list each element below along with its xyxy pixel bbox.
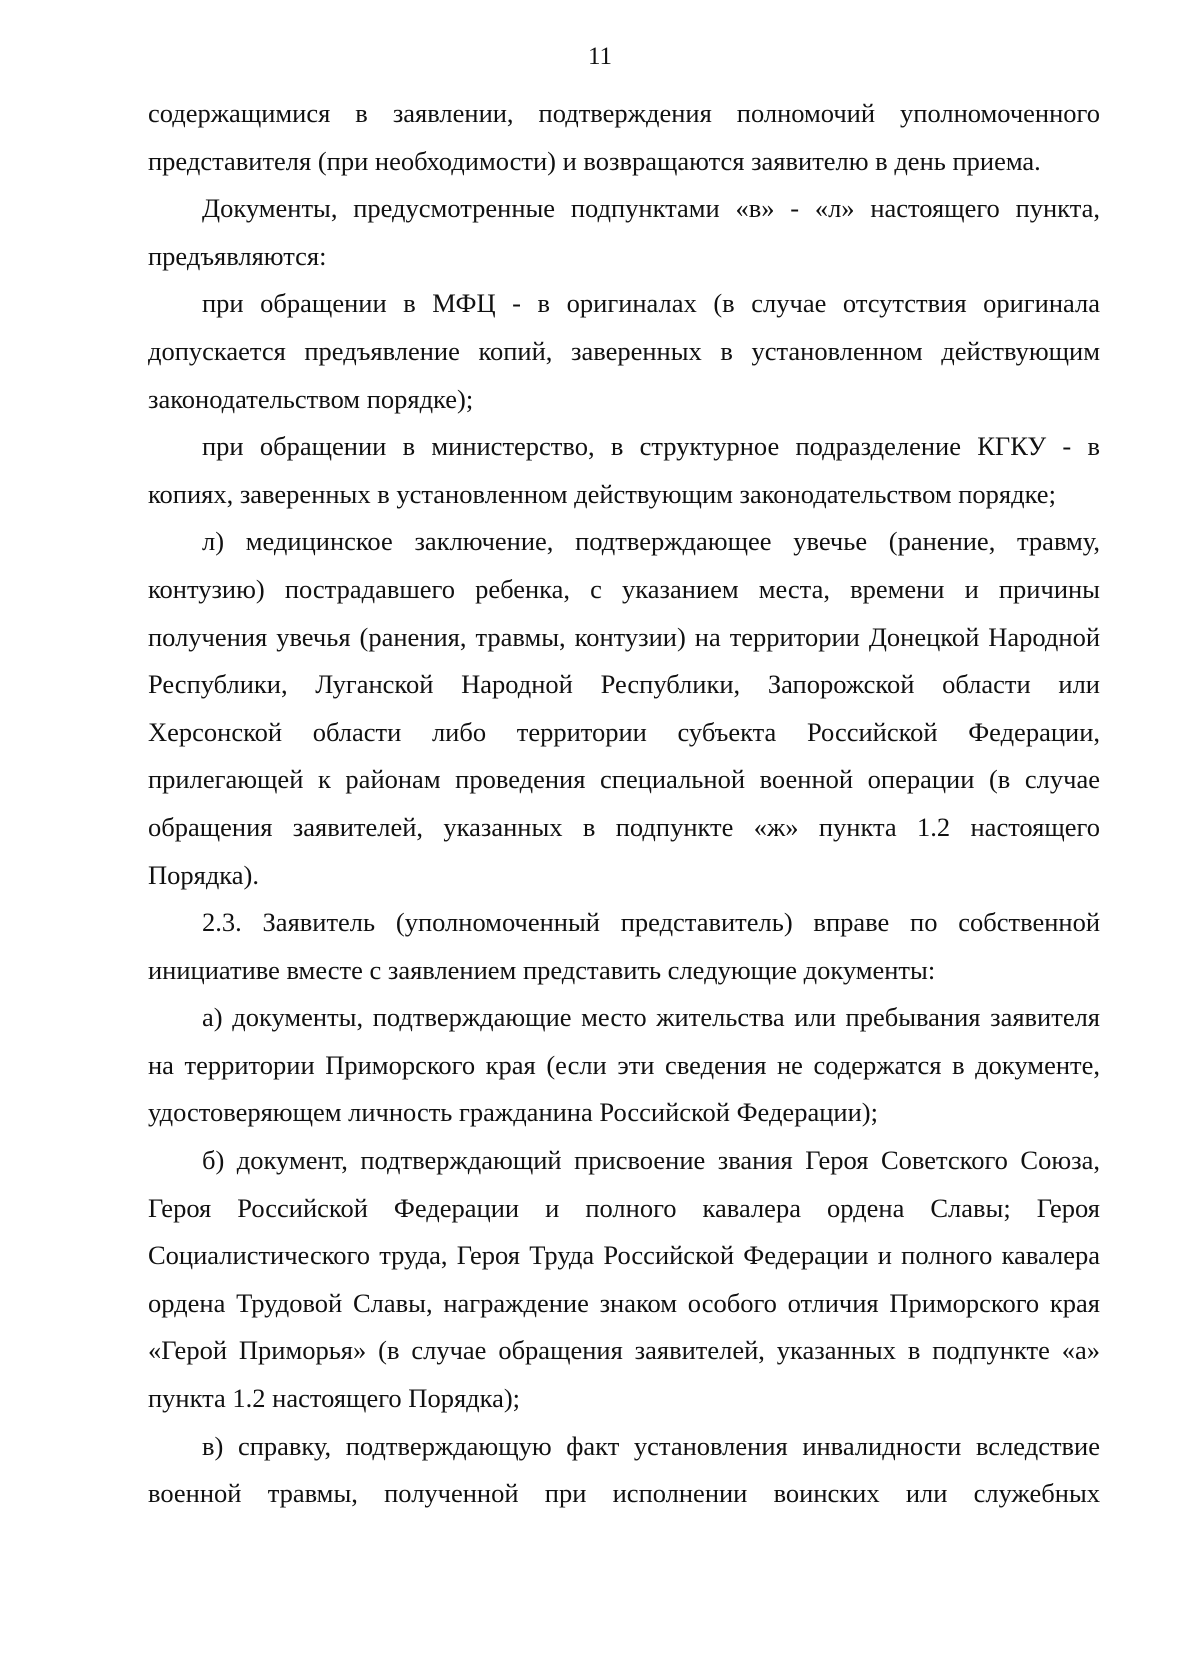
document-body — [148, 90, 1100, 1518]
paragraph-section-2-3: 2.3. Заявитель (уполномоченный представитель) вправе по собственной инициативе вместе с заявлением представить следующие документы: — [148, 907, 1100, 985]
paragraph-subitem-l: л) медицинское заключение, подтверждающее увечье (ранение, травму, контузию) пострадавшего ребенка, с указанием места, времени и причины получения увечья (ранения, травмы, контузии) на территории Донецкой Народной Республики, Луганской Народной Республики, Запорожской области или Херсонской области либо территории субъекта Российской Федерации, прилегающей к районам проведения специальной военной операции (в случае обращения заявителей, указанных в подпункте «ж» пункта 1.2 настоящего Порядка). — [148, 526, 1100, 890]
paragraph-continuation: содержащимися в заявлении, подтверждения полномочий уполномоченного представителя (при необходимости) и возвращаются заявителю в день приема. — [148, 98, 1100, 176]
paragraph-documents-presented: Документы, предусмотренные подпунктами «в» - «л» настоящего пункта, предъявляются: — [148, 193, 1100, 271]
page-number: 11 — [587, 43, 613, 70]
paragraph-mfc-originals: при обращении в МФЦ - в оригиналах (в случае отсутствия оригинала допускается предъявление копий, заверенных в установленном действующим законодательством порядке); — [148, 288, 1100, 414]
paragraph-subitem-v: в) справку, подтверждающую факт установления инвалидности вследствие военной травмы, полученной при исполнении воинских или служебных — [148, 1430, 1100, 1509]
paragraph-subitem-b: б) документ, подтверждающий присвоение звания Героя Советского Союза, Героя Российской Федерации и полного кавалера ордена Славы; Героя Социалистического труда, Героя Труда Российской Федерации и полного кавалера ордена Трудовой Славы, награждение знаком особого отличия Приморского края «Герой Приморья» (в случае обращения заявителей, указанных в подпункте «а» пункта 1.2 настоящего Порядка); — [148, 1145, 1100, 1414]
paragraph-ministry-copies: при обращении в министерство, в структурное подразделение КГКУ - в копиях, заверенных в установленном действующим законодательством порядке; — [148, 431, 1100, 509]
paragraph-subitem-a: а) документы, подтверждающие место жительства или пребывания заявителя на территории Приморского края (если эти сведения не содержатся в документе, удостоверяющем личность гражданина Российской Федерации); — [148, 1002, 1100, 1128]
